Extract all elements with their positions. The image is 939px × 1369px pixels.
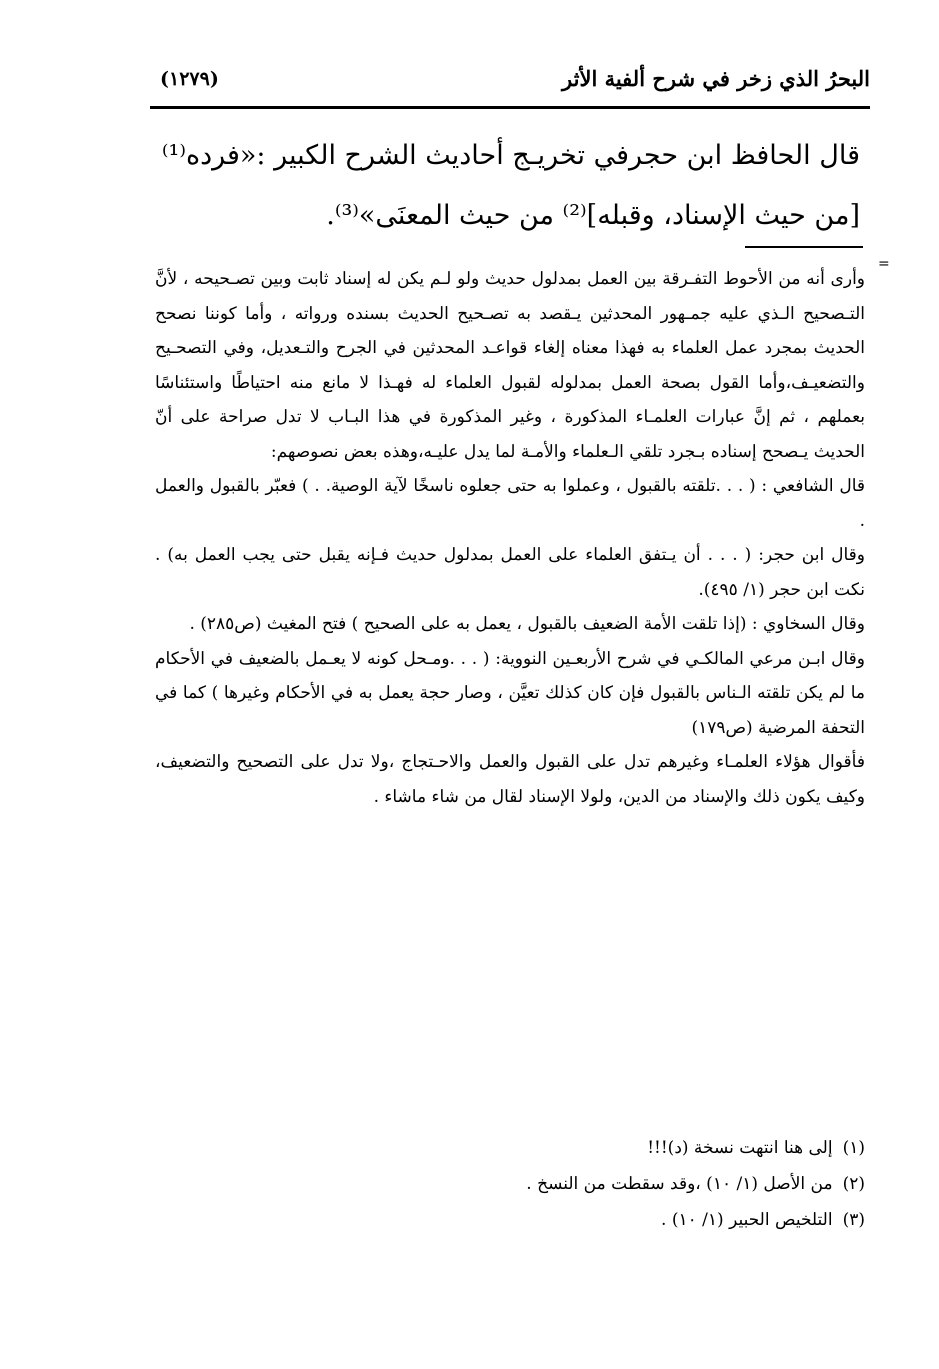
note-paragraph: وقال السخاوي : (إذا تلقت الأمة الضعيف بالقبول ، يعمل به على الصحيح ) فتح المغيث (ص٢٨٥) . (189, 614, 865, 634)
footnote-number: (٣) (842, 1210, 865, 1230)
footnote (300, 1130, 865, 1166)
continued-footnote (155, 262, 865, 814)
footnote-separator (745, 246, 863, 248)
note-paragraph: وقال ابـن مرعي المالكـي في شرح الأربعـين النووية: ( . . .ومـحل كونه لا يعـمل بالضعيف في الأحكام ما لم يكن تلقته الـناس بالقبول فإن كان كذلك تعيَّن ، وصار حجة يعمل به في الأحكام وغيرها ) كما في التحفة المرضية (ص١٧٩) (155, 648, 865, 738)
main-text-line: [من حيث الإسناد، وقبله]⁽²⁾ من حيث المعنَى»⁽³⁾. (326, 200, 860, 231)
book-title: البحرُ الذي زخر في شرح ألفية الأثر (562, 66, 870, 91)
main-text-line: قال الحافظ ابن حجرفي تخريـج أحاديث الشرح الكبير :«فرده⁽¹⁾ (161, 140, 860, 171)
note-paragraph: وقال ابن حجر: ( . . . أن يـتفق العلماء على العمل بمدلول حديث فـإنه يقبل حتى يجب العمل به) . نكت ابن حجر (١/ ٤٩٥). (155, 545, 865, 600)
note-paragraph: قال الشافعي : ( . . .تلقته بالقبول ، وعملوا به حتى جعلوه ناسخًا لآية الوصية. . ) فعبّر بالقبول والعمل . (155, 476, 865, 531)
footnote (300, 1202, 865, 1238)
page-number: (١٢٧٩) (160, 68, 219, 90)
footnote-text: من الأصل (١/ ١٠) ،وقد سقطت من النسخ . (526, 1174, 833, 1194)
footnote-number: (١) (842, 1138, 865, 1158)
note-paragraph: فأقوال هؤلاء العلمـاء وغيرهم تدل على القبول والعمل والاحـتجاج ،ولا تدل على التصحيح والتضعيف، وكيف يكون ذلك والإسناد من الدين، ولولا الإسناد لقال من شاء ماشاء . (155, 752, 865, 807)
note-paragraph: وأرى أنه من الأحوط التفـرقة بين العمل بمدلول حديث ولو لـم يكن له إسناد ثابت وبين تصـحيحه ، لأنَّ التـصحيح الـذي عليه جمـهور المحدثين يـقصد به تصـحيح الحديث بسنده ورواته ، وأما كوننا نصحح الحديث بمجرد عمل العلماء به فهذا معناه إلغاء قواعـد المحدثين في الجرح والتـعديل، وفي التصحـيح والتضعيـف،وأما القول بصحة العمل بمدلوله لقبول العلماء له فهـذا لا مانع منه احتياطًا واستئناسًا بعملهم ، ثم إنَّ عبارات العلمـاء المذكورة ، وغير المذكورة في هذا البـاب لا تدل صراحة على أنّ الحديث يـصحح إسناده بـجرد تلقي الـعلماء والأمـة لما يدل عليـه،وهذه بعض نصوصهم: (155, 269, 866, 462)
footnote-text: التلخيص الحبير (١/ ١٠) . (661, 1210, 833, 1230)
main-text (160, 126, 860, 246)
footnote-text: إلى هنا انتهت نسخة (د)!!! (647, 1138, 833, 1158)
footnotes (300, 1130, 865, 1238)
header-rule (150, 106, 870, 109)
continuation-mark: = (878, 256, 890, 272)
page-header (150, 62, 870, 102)
footnote-number: (٢) (842, 1174, 865, 1194)
footnote (300, 1166, 865, 1202)
